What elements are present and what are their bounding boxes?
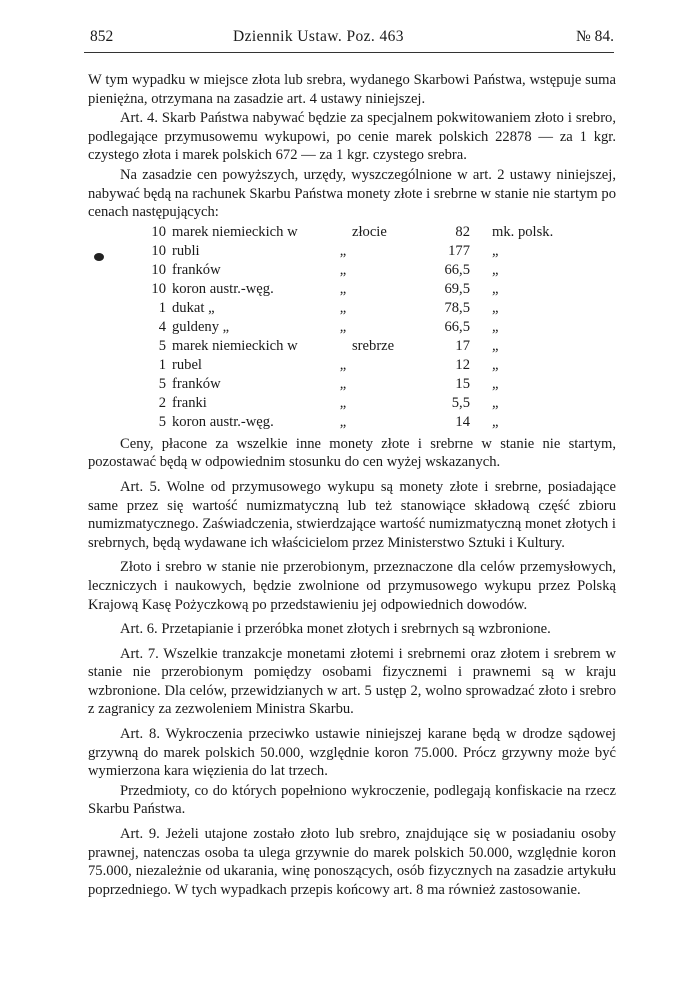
ditto-mark [334, 223, 352, 242]
coin-price: 78,5 [444, 299, 470, 316]
coin-price: 69,5 [444, 280, 470, 297]
issue-number: № 84. [575, 28, 614, 45]
table-row [88, 375, 582, 394]
price-currency: „ [492, 413, 499, 430]
price-currency: „ [492, 299, 499, 316]
table-row [88, 299, 582, 318]
coin-quantity: 10 [151, 261, 166, 278]
ditto-mark [334, 337, 352, 356]
page-number: 852 [90, 28, 114, 45]
paragraph-art-7: Art. 7. Wszelkie tranzakcje monetami złotemi i srebrnemi oraz złotem i srebrem w stanie nie przerobionym pomiędzy osobami fizycznemi i prawnemi są w kraju wzbronione. Dla celów, przewidzianych w art. 5 ustęp 2, wolno sprowadzać złoto i srebro z zagranicy za zezwoleniem Ministra Skarbu. [88, 645, 616, 718]
paragraph-art-8-2: Przedmioty, co do których popełniono wykroczenie, podlegają konfiskacie na rzecz Skarbu Państwa. [88, 782, 616, 818]
coin-quantity: 1 [158, 356, 166, 373]
price-currency: „ [492, 337, 499, 354]
coin-metal [352, 413, 412, 432]
table-row [88, 223, 582, 242]
coin-quantity: 4 [158, 318, 166, 335]
table-row [88, 261, 582, 280]
coin-metal [352, 356, 412, 375]
table-row [88, 280, 582, 299]
coin-metal [352, 299, 412, 318]
paragraph-art-4: Art. 4. Skarb Państwa nabywać będzie za specjalnem pokwitowaniem złoto i srebro, podlegające przymusowemu wykupowi, po cenie marek polskich 22878 — za 1 kgr. czystego złota i marek polskich 672 — za 1 kgr. czystego srebra. [88, 110, 616, 164]
coin-name: dukat „ [172, 299, 215, 316]
price-currency: mk. polsk. [492, 223, 554, 240]
coin-name: rubel [172, 356, 202, 373]
coin-price: 12 [455, 356, 470, 373]
paragraph-prices-intro: Na zasadzie cen powyższych, urzędy, wyszczególnione w art. 2 ustawy niniejszej, nabywać będą na rachunek Skarbu Państwa monety złote i srebrne w stanie nie startym po cenach następujących: [88, 166, 616, 221]
coin-quantity: 10 [151, 280, 166, 297]
coin-quantity: 10 [151, 242, 166, 259]
paragraph-art-8: Art. 8. Wykroczenia przeciwko ustawie niniejszej karane będą w drodze sądowej grzywną do marek polskich 50.000, względnie koron 75.000. Prócz grzywny może być wymierzona kara więzienia do lat trzech. [88, 726, 616, 780]
price-currency: „ [492, 356, 499, 373]
coin-metal: srebrze [352, 337, 395, 354]
coin-metal [352, 318, 412, 337]
header-rule [84, 52, 614, 53]
coin-name: koron austr.-węg. [172, 413, 274, 430]
coin-quantity: 5 [158, 375, 166, 392]
coin-price: 14 [455, 413, 470, 430]
coin-metal [352, 375, 412, 394]
ditto-mark: „ [339, 375, 347, 392]
coin-metal [352, 394, 412, 413]
table-row [88, 413, 582, 432]
price-currency: „ [492, 318, 499, 335]
table-row [88, 356, 582, 375]
coin-price: 177 [448, 242, 470, 259]
ditto-mark: „ [339, 299, 347, 316]
coin-metal [352, 261, 412, 280]
document-body [88, 71, 616, 900]
ditto-mark: „ [339, 394, 347, 411]
coin-price-table [88, 223, 582, 432]
coin-quantity: 5 [158, 413, 166, 430]
coin-name: marek niemieckich w [172, 223, 298, 240]
coin-metal: złocie [352, 223, 387, 240]
coin-quantity: 2 [158, 394, 166, 411]
price-currency: „ [492, 261, 499, 278]
paragraph-art-5: Art. 5. Wolne od przymusowego wykupu są monety złote i srebrne, posiadające same przez się wartość numizmatyczną lub też stanowiące składową część zbioru numizmatycznego. Zaświadczenia, stwierdzające wartość numizmatyczną monet złotych i srebrnych, będą wydawane ich właścicielom przez Ministerstwo Sztuki i Kultury. [88, 478, 616, 551]
price-currency: „ [492, 280, 499, 297]
coin-price: 17 [455, 337, 470, 354]
journal-title: Dziennik Ustaw. Poz. 463 [233, 28, 404, 45]
paragraph-art-9: Art. 9. Jeżeli utajone zostało złoto lub srebro, znajdujące się w posiadaniu osoby prawnej, natenczas osoba ta ulega grzywnie do marek polskich 50.000, względnie koron 75.000, niezależnie od ukarania, winę ponoszących, osób fizycznych na zasadzie artykułu poprzedniego. W tych wypadkach przepis końcowy art. 8 ma również zastosowanie. [88, 826, 616, 898]
coin-name: franki [172, 394, 207, 411]
ditto-mark: „ [339, 318, 347, 335]
coin-quantity: 5 [158, 337, 166, 354]
coin-name: guldeny „ [172, 318, 230, 335]
ditto-mark: „ [339, 413, 347, 430]
coin-metal [352, 242, 412, 261]
ditto-mark: „ [339, 356, 347, 373]
table-row [88, 394, 582, 413]
paragraph-art-5-2: Złoto i srebro w stanie nie przerobionym, przeznaczone dla celów przemysłowych, leczniczych i naukowych, będzie zwolnione od przymusowego wykupu przez Polską Krajową Kasę Pożyczkową po przedstawieniu jej odpowiednich dowodów. [88, 559, 616, 613]
paragraph-other-coins: Ceny, płacone za wszelkie inne monety złote i srebrne w stanie nie startym, pozostawać będą w odpowiednim stosunku do cen wyżej wskazanych. [88, 435, 616, 471]
coin-price: 15 [455, 375, 470, 392]
table-row [88, 337, 582, 356]
paragraph-intro: W tym wypadku w miejsce złota lub srebra, wydanego Skarbowi Państwa, wstępuje suma pieniężna, otrzymana na zasadzie art. 4 ustawy niniejszej. [88, 72, 616, 107]
table-row [88, 318, 582, 337]
coin-price: 66,5 [444, 261, 470, 278]
page-header [84, 26, 614, 48]
price-currency: „ [492, 375, 499, 392]
coin-metal [352, 280, 412, 299]
coin-price: 82 [455, 223, 470, 240]
table-row [88, 242, 582, 261]
coin-name: koron austr.-węg. [172, 280, 274, 297]
coin-name: rubli [172, 242, 200, 259]
coin-name: marek niemieckich w [172, 337, 298, 354]
paragraph-art-6: Art. 6. Przetapianie i przeróbka monet złotych i srebrnych są wzbronione. [120, 621, 551, 638]
coin-price: 5,5 [451, 394, 470, 411]
coin-name: franków [172, 375, 221, 392]
ditto-mark: „ [339, 242, 347, 259]
price-currency: „ [492, 242, 499, 259]
ditto-mark: „ [339, 280, 347, 297]
coin-name: franków [172, 261, 221, 278]
coin-price: 66,5 [444, 318, 470, 335]
coin-quantity: 1 [158, 299, 166, 316]
coin-quantity: 10 [151, 223, 166, 240]
ditto-mark: „ [339, 261, 347, 278]
price-currency: „ [492, 394, 499, 411]
